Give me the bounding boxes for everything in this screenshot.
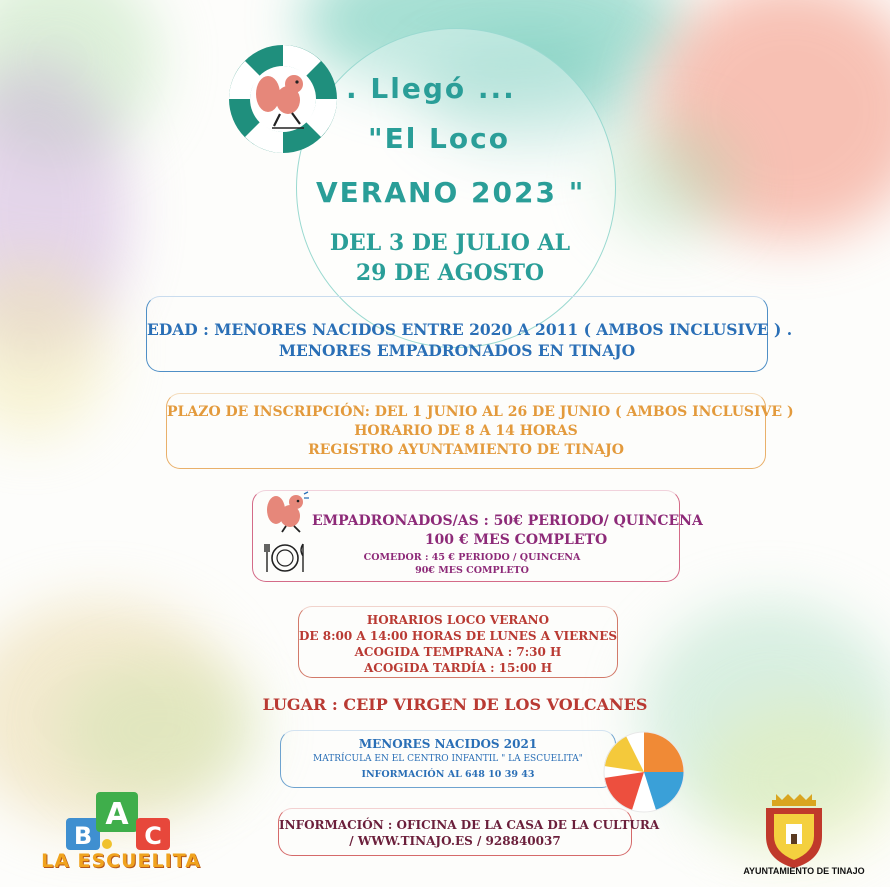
dates-line-2: 29 DE AGOSTO — [355, 260, 545, 286]
menores-2021-line-1: MATRÍCULA EN EL CENTRO INFANTIL " LA ESCUELITA" — [313, 754, 583, 764]
edad-line-1: EDAD : MENORES NACIDOS ENTRE 2020 A 2011 ( AMBOS INCLUSIVE ) . — [147, 320, 793, 339]
menores-2021-title: MENORES NACIDOS 2021 — [358, 737, 538, 751]
menores-2021-box — [280, 730, 616, 788]
lifebuoy-squirrel-icon — [222, 38, 344, 160]
title-line-1: . Llegó ... — [346, 72, 516, 105]
horarios-line-2: ACOGIDA TEMPRANA : 7:30 H — [354, 645, 562, 659]
comedor-line-1: COMEDOR : 45 € PERIODO / QUINCENA — [363, 552, 581, 563]
title-line-3 — [316, 176, 585, 209]
dates — [300, 228, 600, 288]
precios-text — [312, 512, 703, 550]
plazo-box — [166, 393, 794, 469]
horarios-line-1: DE 8:00 A 14:00 HORAS DE LUNES A VIERNES — [299, 629, 618, 643]
edad-line-2: MENORES EMPADRONADOS EN TINAJO — [278, 341, 636, 360]
lugar: LUGAR : CEIP VIRGEN DE LOS VOLCANES — [262, 695, 648, 714]
comedor-text — [312, 551, 632, 577]
block-a: A — [105, 797, 129, 832]
coat-of-arms-icon — [758, 790, 830, 870]
ayuntamiento-label: AYUNTAMIENTO DE TINAJO — [743, 866, 865, 876]
dates-line-1: DEL 3 DE JULIO AL — [329, 230, 571, 256]
title-verano: VERANO 2023 — [316, 176, 557, 209]
squirrel-icon — [262, 490, 310, 534]
informacion-box — [278, 808, 660, 856]
title-close-quote: " — [568, 176, 586, 209]
precios-line-2: 100 € MES COMPLETO — [424, 532, 608, 548]
comedor-line-2: 90€ MES COMPLETO — [415, 565, 529, 576]
beach-ball-icon — [602, 730, 686, 814]
horarios-title: HORARIOS LOCO VERANO — [366, 613, 550, 627]
edad-box — [146, 296, 793, 372]
menores-2021-line-2: INFORMACIÓN AL 648 10 39 43 — [361, 769, 535, 780]
plazo-line-2: HORARIO DE 8 A 14 HORAS — [354, 423, 578, 439]
informacion-line-1: INFORMACIÓN : OFICINA DE LA CASA DE LA CULTURA — [279, 818, 660, 832]
la-escuelita-logo-text: LA ESCUELITA — [41, 850, 201, 872]
plate-cutlery-icon — [264, 540, 306, 576]
precios-line-1: EMPADRONADOS/AS : 50€ PERIODO/ QUINCENA — [312, 513, 703, 529]
horarios-line-3: ACOGIDA TARDÍA : 15:00 H — [363, 661, 553, 675]
watercolor-green-right — [600, 120, 740, 240]
title-line-2: "El Loco — [368, 122, 510, 155]
horarios-box — [298, 606, 618, 678]
block-c: C — [144, 822, 162, 850]
block-b: B — [73, 822, 93, 850]
informacion-line-2: / WWW.TINAJO.ES / 928840037 — [349, 834, 561, 848]
plazo-line-3: REGISTRO AYUNTAMIENTO DE TINAJO — [308, 442, 624, 458]
watercolor-bottom-left-2 — [60, 660, 260, 800]
plazo-line-1: PLAZO DE INSCRIPCIÓN: DEL 1 JUNIO AL 26 DE JUNIO ( AMBOS INCLUSIVE ) — [167, 404, 794, 420]
